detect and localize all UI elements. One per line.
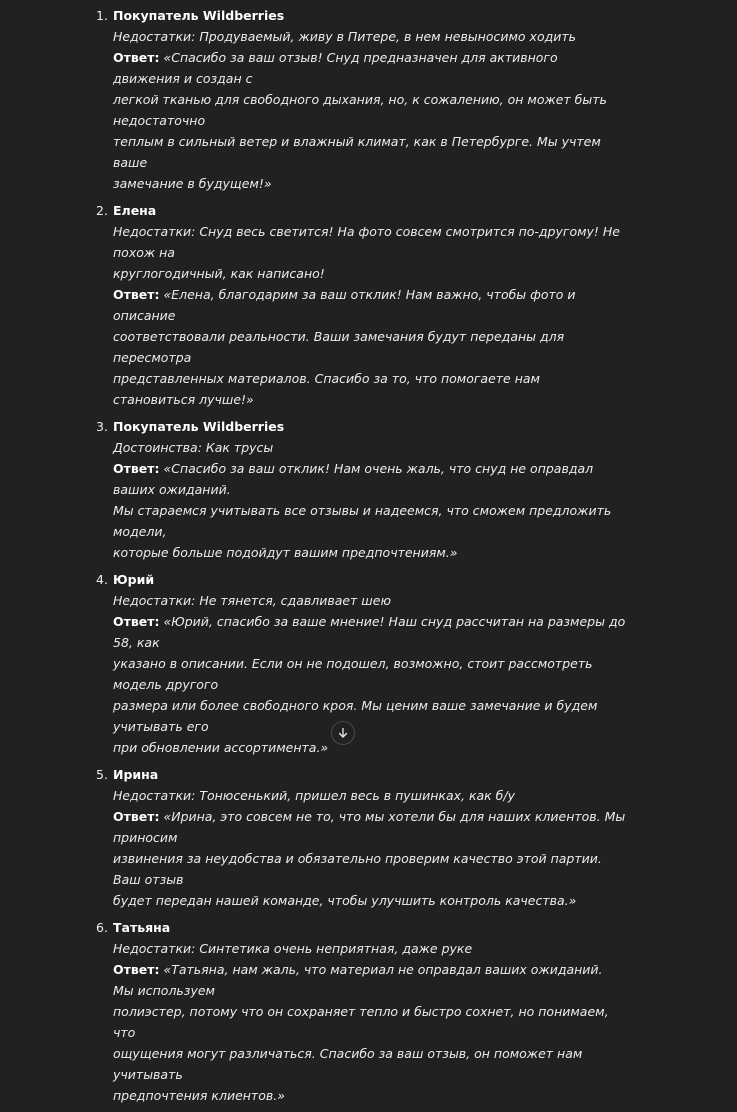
- answer-text-line: «Юрий, спасибо за ваше мнение! Наш снуд рассчитан на размеры до 58, как: [113, 614, 626, 650]
- review-author: Елена: [113, 203, 157, 218]
- answer-text-line: которые больше подойдут вашим предпочтениям.»: [113, 545, 458, 560]
- review-comment: Недостатки: Снуд весь светится! На фото совсем смотрится по-другому! Не похож на: [113, 224, 620, 260]
- scroll-to-bottom-button[interactable]: [331, 721, 355, 745]
- answer-label: Ответ:: [113, 614, 160, 629]
- review-answer: [113, 284, 626, 326]
- arrow-down-icon: [337, 727, 349, 739]
- answer-label: Ответ:: [113, 962, 160, 977]
- review-comment: Недостатки: Продуваемый, живу в Питере, в нем невыносимо ходить: [113, 29, 577, 44]
- list-number: 6.: [96, 920, 108, 935]
- answer-text-line: теплым в сильный ветер и влажный климат, как в Петербурге. Мы учтем ваше: [113, 134, 601, 170]
- answer-text-line: ощущения могут различаться. Спасибо за ваш отзыв, он поможет нам учитывать: [113, 1046, 583, 1082]
- list-number: 2.: [96, 203, 108, 218]
- review-answer: [113, 458, 626, 500]
- review-author: Ирина: [113, 767, 159, 782]
- list-item: [96, 917, 626, 1106]
- review-author: Юрий: [113, 572, 155, 587]
- answer-text-line: «Спасибо за ваш отзыв! Снуд предназначен для активного движения и создан с: [113, 50, 558, 86]
- answer-text-line: полиэстер, потому что он сохраняет тепло и быстро сохнет, но понимаем, что: [113, 1004, 609, 1040]
- list-item: [96, 416, 626, 563]
- answer-text-line: «Елена, благодарим за ваш отклик! Нам важно, чтобы фото и описание: [113, 287, 576, 323]
- answer-label: Ответ:: [113, 50, 160, 65]
- list-number: 1.: [96, 8, 108, 23]
- reviews-list: [96, 5, 626, 1112]
- answer-text-line: замечание в будущем!»: [113, 176, 272, 191]
- review-author: Покупатель Wildberries: [113, 8, 285, 23]
- answer-text-line: соответствовали реальности. Ваши замечания будут переданы для пересмотра: [113, 329, 565, 365]
- answer-label: Ответ:: [113, 809, 160, 824]
- review-comment: Недостатки: Синтетика очень неприятная, даже руке: [113, 941, 473, 956]
- answer-text-line: Мы стараемся учитывать все отзывы и надеемся, что сможем предложить модели,: [113, 503, 612, 539]
- list-number: 5.: [96, 767, 108, 782]
- answer-text-line: извинения за неудобства и обязательно проверим качество этой партии. Ваш отзыв: [113, 851, 602, 887]
- review-comment: круглогодичный, как написано!: [113, 266, 325, 281]
- answer-text-line: размера или более свободного кроя. Мы ценим ваше замечание и будем учитывать его: [113, 698, 598, 734]
- answer-label: Ответ:: [113, 461, 160, 476]
- review-author: Покупатель Wildberries: [113, 419, 285, 434]
- list-item: [96, 569, 626, 758]
- review-comment: Недостатки: Тонюсенький, пришел весь в пушинках, как б/у: [113, 788, 516, 803]
- review-answer: [113, 47, 626, 89]
- answer-text-line: «Спасибо за ваш отклик! Нам очень жаль, что снуд не оправдал ваших ожиданий.: [113, 461, 594, 497]
- list-number: 4.: [96, 572, 108, 587]
- answer-text-line: указано в описании. Если он не подошел, возможно, стоит рассмотреть модель другого: [113, 656, 593, 692]
- list-item: [96, 5, 626, 194]
- list-item: [96, 200, 626, 410]
- answer-text-line: при обновлении ассортимента.»: [113, 740, 329, 755]
- review-answer: [113, 806, 626, 848]
- answer-text-line: «Ирина, это совсем не то, что мы хотели бы для наших клиентов. Мы приносим: [113, 809, 626, 845]
- answer-text-line: будет передан нашей команде, чтобы улучшить контроль качества.»: [113, 893, 577, 908]
- list-item: [96, 764, 626, 911]
- answer-text-line: легкой тканью для свободного дыхания, но, к сожалению, он может быть недостаточно: [113, 92, 607, 128]
- review-comment: Недостатки: Не тянется, сдавливает шею: [113, 593, 391, 608]
- review-answer: [113, 611, 626, 653]
- list-number: 3.: [96, 419, 108, 434]
- answer-text-line: представленных материалов. Спасибо за то, что помогаете нам становиться лучше!»: [113, 371, 540, 407]
- review-comment: Достоинства: Как трусы: [113, 440, 274, 455]
- answer-text-line: «Татьяна, нам жаль, что материал не оправдал ваших ожиданий. Мы используем: [113, 962, 603, 998]
- review-author: Татьяна: [113, 920, 171, 935]
- answer-text-line: предпочтения клиентов.»: [113, 1088, 285, 1103]
- answer-label: Ответ:: [113, 287, 160, 302]
- review-answer: [113, 959, 626, 1001]
